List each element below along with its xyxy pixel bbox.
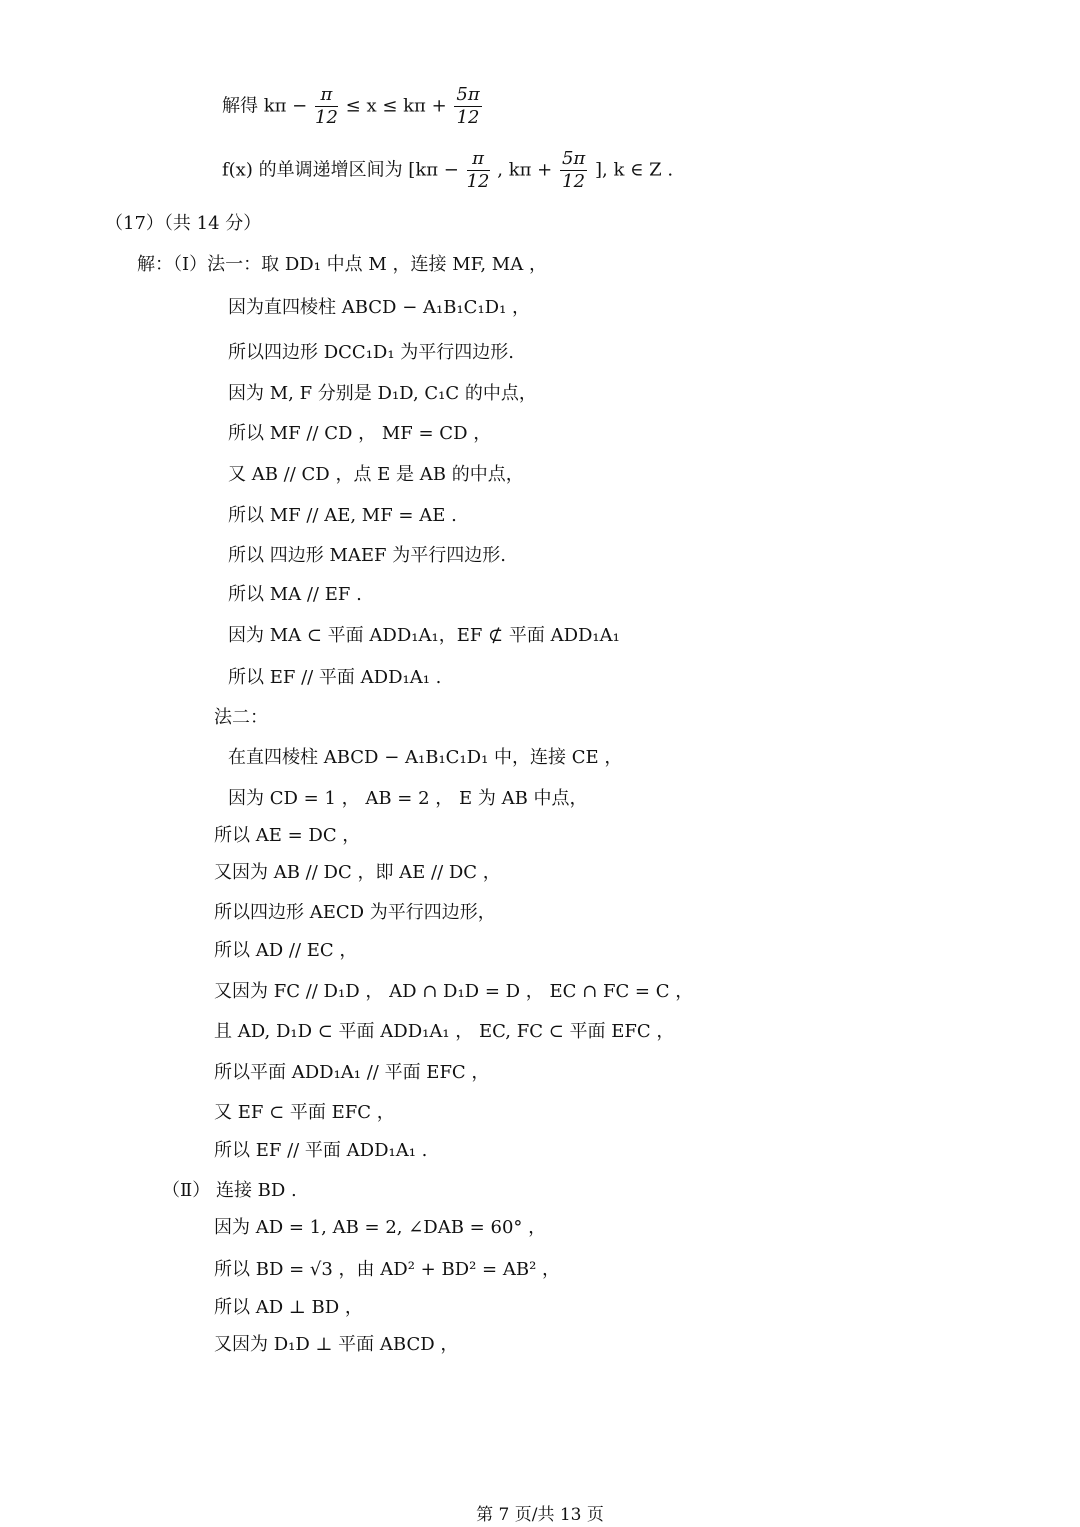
fraction: $\frac{\pi}{12}$ — [315, 84, 338, 128]
line-text: ], k ∈ Z . — [595, 159, 674, 181]
solution-line: 因为 CD = 1 ， AB = 2 ， E 为 AB 中点， — [228, 788, 588, 809]
solution-line: 又因为 FC // D₁D ， AD ∩ D₁D = D ， EC ∩ FC = C ， — [214, 981, 694, 1002]
section-heading: （17）（共 14 分） — [105, 213, 262, 234]
solution-line: 所以 AD // EC ， — [214, 940, 358, 961]
solution-line: 因为 AD = 1, AB = 2, ∠DAB = 60° ， — [214, 1217, 547, 1238]
solution-line: 因为 M, F 分别是 D₁D, C₁C 的中点， — [228, 383, 537, 404]
page-footer: 第 7 页/共 13 页 — [476, 1505, 604, 1525]
solution-line: 所以 MF // AE, MF = AE . — [228, 505, 457, 526]
fraction: $\frac{5\pi}{12}$ — [561, 148, 586, 192]
solution-line-1 — [222, 84, 484, 129]
solution-line: 所以 BD = √3 ，由 AD² + BD² = AB² ， — [214, 1259, 561, 1280]
fraction: $\frac{5\pi}{12}$ — [456, 84, 480, 128]
solution-line: 解：（Ⅰ）法一：取 DD₁ 中点 M ，连接 MF, MA ， — [137, 254, 547, 275]
solution-line: 又 EF ⊂ 平面 EFC ， — [214, 1102, 395, 1123]
line-text: f(x) 的单调递增区间为 [kπ − — [222, 159, 459, 181]
solution-line: 因为 MA ⊂ 平面 ADD₁A₁，EF ⊄ 平面 ADD₁A₁ — [228, 625, 620, 646]
solution-line: 所以四边形 AECD 为平行四边形， — [214, 902, 496, 923]
part-two-heading: （Ⅱ） 连接 BD . — [162, 1180, 297, 1201]
solution-line: 所以 AE = DC ， — [214, 825, 361, 846]
solution-line: 所以 MA // EF . — [228, 584, 362, 605]
line-text: 解得 kπ − — [222, 95, 308, 117]
solution-line: 所以 四边形 MAEF 为平行四边形. — [228, 545, 506, 566]
solution-line: 又 AB // CD ，点 E 是 AB 的中点， — [228, 464, 524, 485]
solution-line: 所以 EF // 平面 ADD₁A₁ . — [214, 1140, 428, 1161]
solution-line: 所以 EF // 平面 ADD₁A₁ . — [228, 667, 442, 688]
solution-line: 因为直四棱柱 ABCD − A₁B₁C₁D₁ ， — [228, 297, 531, 318]
solution-line: 又因为 AB // DC ，即 AE // DC ， — [214, 862, 501, 883]
fraction: $\frac{\pi}{12}$ — [466, 148, 490, 192]
solution-line: 所以 MF // CD ， MF = CD ， — [228, 423, 492, 444]
solution-line: 在直四棱柱 ABCD − A₁B₁C₁D₁ 中，连接 CE ， — [228, 747, 623, 768]
solution-line: 所以平面 ADD₁A₁ // 平面 EFC ， — [214, 1062, 490, 1083]
solution-line: 又因为 D₁D ⊥ 平面 ABCD ， — [214, 1334, 459, 1355]
method-two-heading: 法二： — [214, 707, 268, 728]
line-text: ≤ x ≤ kπ + — [345, 95, 447, 117]
solution-line: 所以 AD ⊥ BD ， — [214, 1297, 363, 1318]
solution-line: 且 AD, D₁D ⊂ 平面 ADD₁A₁ ， EC, FC ⊂ 平面 EFC ， — [214, 1021, 675, 1042]
line-text: , kπ + — [497, 159, 553, 181]
solution-line: 所以四边形 DCC₁D₁ 为平行四边形. — [228, 342, 515, 363]
solution-line-2 — [222, 148, 673, 193]
